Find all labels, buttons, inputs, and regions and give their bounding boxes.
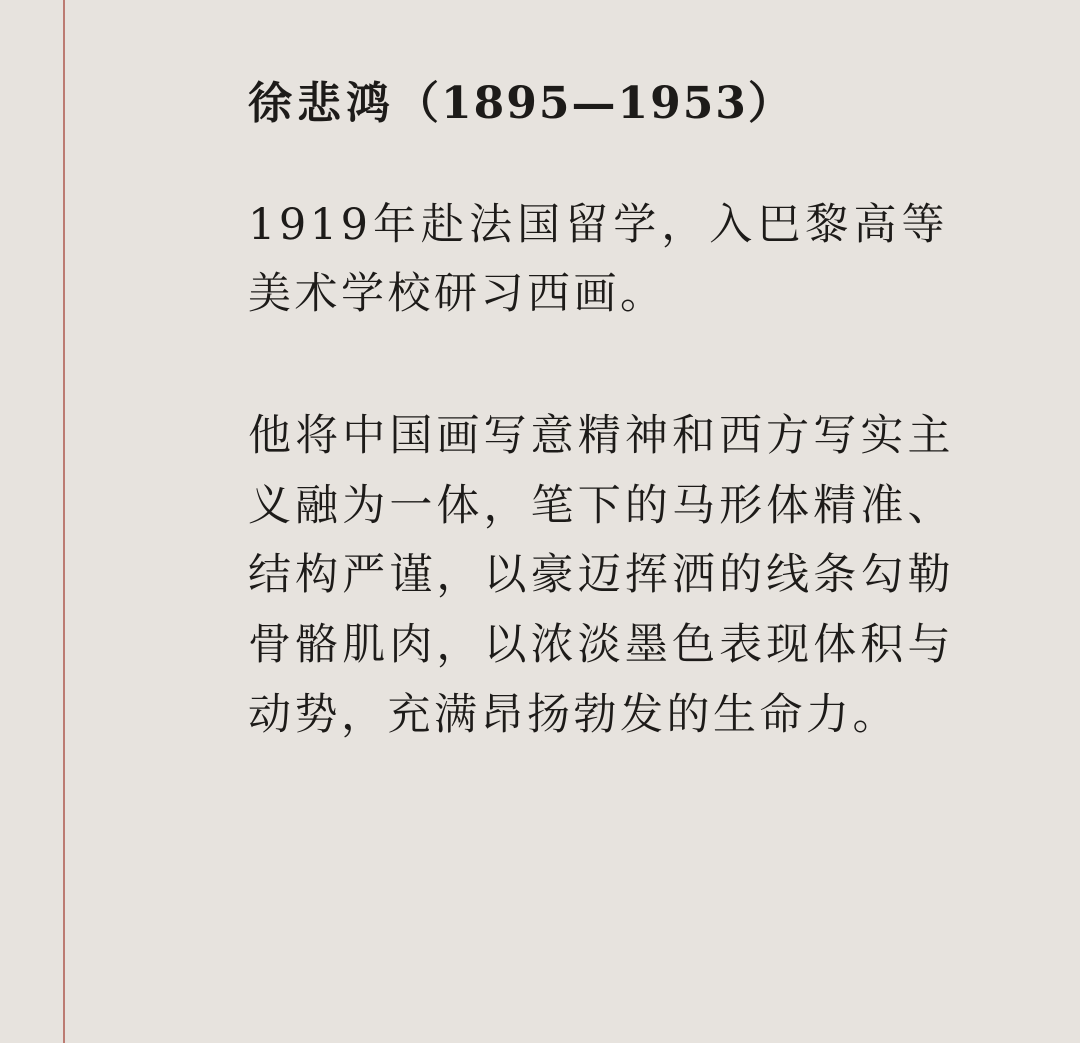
paragraph-1: 1919年赴法国留学，入巴黎高等美术学校研习西画。: [248, 199, 948, 320]
artist-life-dates: （1895—1953）: [395, 78, 794, 129]
page-title: [248, 0, 1018, 131]
paragraph-2: 他将中国画写意精神和西方写实主义融为一体，笔下的马形体精准、结构严谨，以豪迈挥洒的线条勾勒骨骼肌肉，以浓淡墨色表现体积与动势，充满昂扬勃发的生命力。: [248, 411, 954, 740]
article-content: [248, 0, 1018, 1043]
left-margin-rule: [63, 0, 65, 1043]
artist-name: 徐悲鸿: [248, 78, 395, 129]
